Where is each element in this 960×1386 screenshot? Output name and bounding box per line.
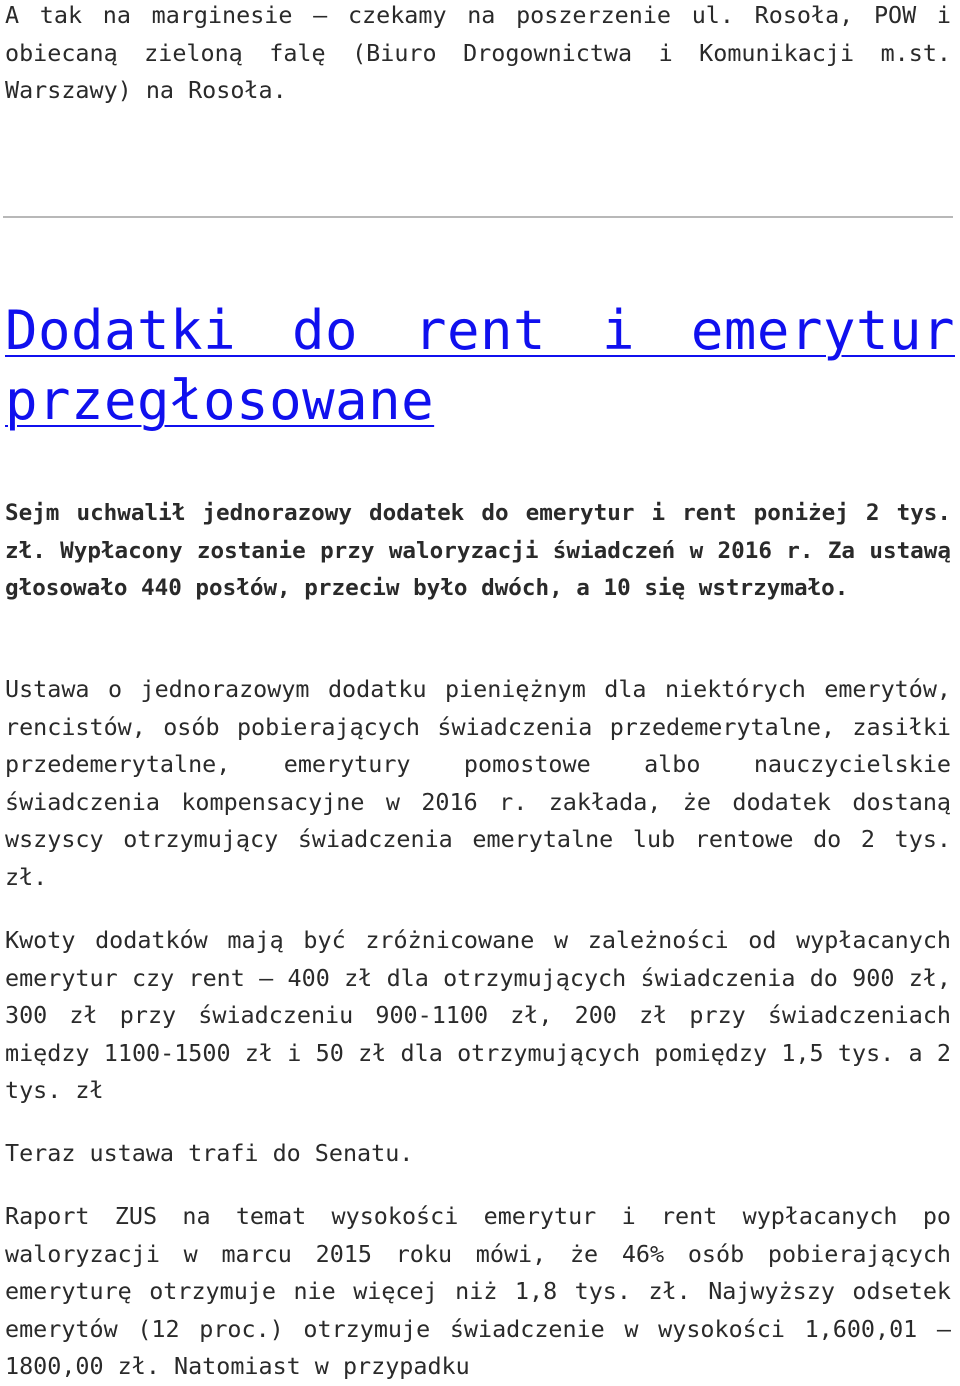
article-title: [5, 296, 955, 436]
post-divider: [3, 216, 953, 218]
article-paragraph: Kwoty dodatków mają być zróżnicowane w zależności od wypłacanych emerytur czy rent – 400 zł dla otrzymujących świadczenia do 900 zł, 300 zł przy świadczeniu 900-1100 zł, 200 zł przy świadczeniach między 1100-1500 zł i 50 zł dla otrzymujących pomiędzy 1,5 tys. a 2 tys. zł: [5, 926, 951, 1105]
article-title-link[interactable]: Dodatki do rent i emerytur przegłosowane: [5, 299, 955, 432]
intro-paragraph: A tak na marginesie – czekamy na poszerzenie ul. Rosoła, POW i obiecaną zieloną falę (Biuro Drogownictwa i Komunikacji m.st. Warszawy) na Rosoła.: [5, 1, 951, 105]
article-paragraph: Raport ZUS na temat wysokości emerytur i rent wypłacanych po waloryzacji w marcu 2015 roku mówi, że 46% osób pobierających emeryturę otrzymuje nie więcej niż 1,8 tys. zł. Najwyższy odsetek emerytów (12 proc.) otrzymuje świadczenie w wysokości 1,600,01 – 1800,00 zł. Natomiast w przypadku: [5, 1202, 951, 1381]
article-lead: Sejm uchwalił jednorazowy dodatek do emerytur i rent poniżej 2 tys. zł. Wypłacony zostanie przy waloryzacji świadczeń w 2016 r. Za ustawą głosowało 440 posłów, przeciw było dwóch, a 10 się wstrzymało.: [5, 500, 951, 602]
article-paragraph: Ustawa o jednorazowym dodatku pieniężnym dla niektórych emerytów, rencistów, osób pobierających świadczenia przedemerytalne, zasiłki przedemerytalne, emerytury pomostowe albo nauczycielskie świadczenia kompensacyjne w 2016 r. zakłada, że dodatek dostaną wszyscy otrzymujący świadczenia emerytalne lub rentowe do 2 tys. zł.: [5, 675, 951, 891]
article-paragraph: Teraz ustawa trafi do Senatu.: [5, 1139, 414, 1167]
page-content: [5, 0, 951, 110]
